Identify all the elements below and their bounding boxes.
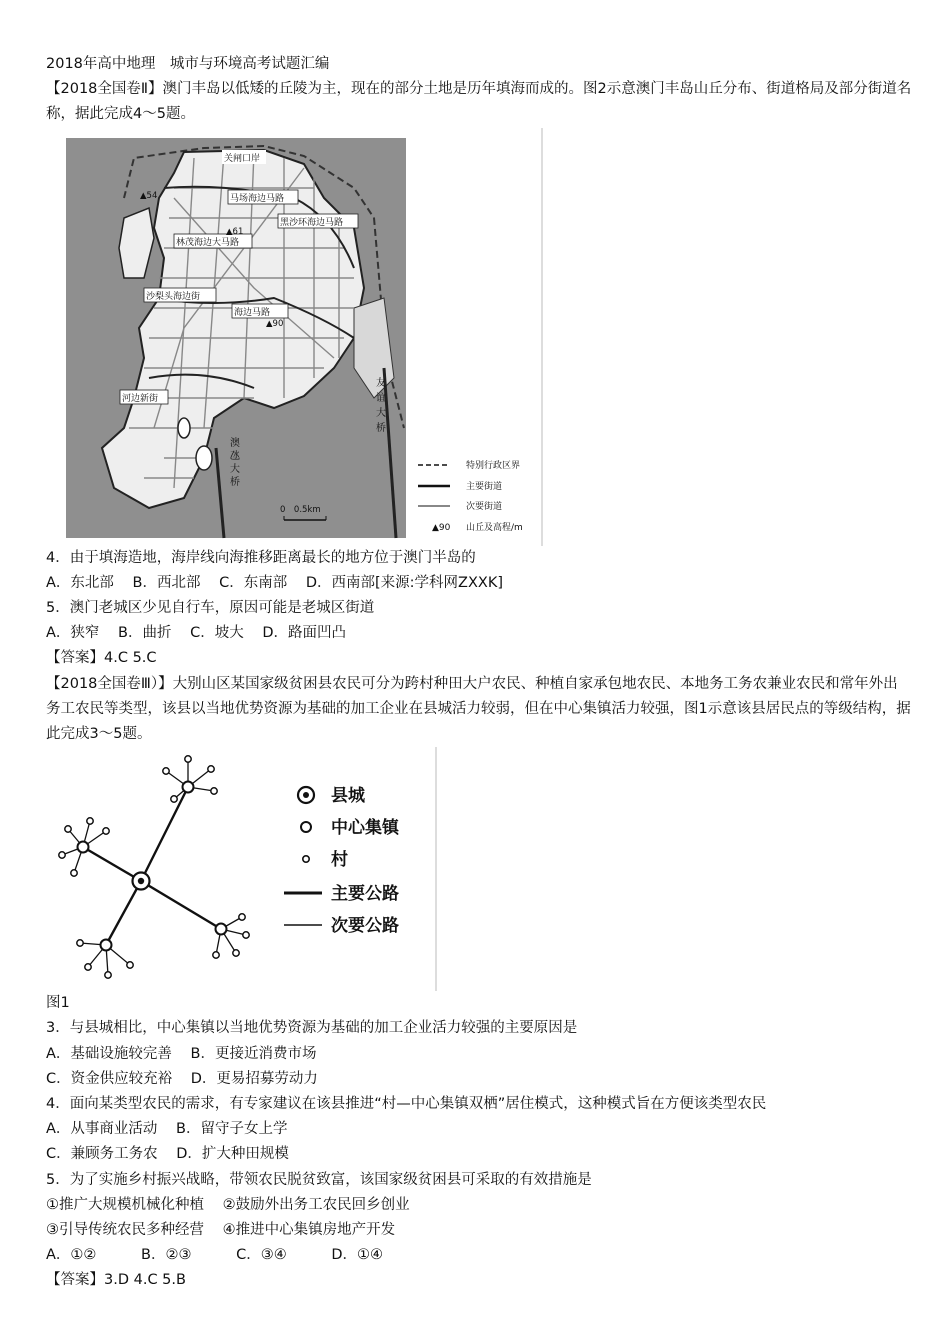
s2-q5-item-2: ②鼓励外出务工农民回乡创业	[222, 1196, 410, 1213]
macau-map-figure	[54, 128, 544, 546]
s2-q5-opt-d[interactable]: D．①④	[331, 1247, 383, 1264]
s1-q4: 4．由于填海造地，海岸线向海推移距离最长的地方位于澳门半岛的	[46, 549, 476, 566]
label-sl-road: 沙梨头海边街	[146, 291, 201, 302]
legend-minor-street: 次要街道	[466, 501, 503, 512]
s1-q4-opt-b[interactable]: B．西北部	[132, 574, 201, 591]
figure-caption: 图1	[46, 995, 70, 1012]
s1-q4-opt-c[interactable]: C．东南部	[219, 574, 288, 591]
s2-q3-opt-a[interactable]: A．基础设施较完善	[46, 1045, 172, 1062]
label-hs-road: 黑沙环海边马路	[280, 217, 344, 228]
label-lm-road: 林茂海边大马路	[176, 237, 240, 248]
legend-town: 中心集镇	[331, 818, 399, 839]
s2-q5-items-row1	[46, 1193, 912, 1218]
s2-answer: 【答案】3.D 4.C 5.B	[46, 1272, 186, 1289]
s1-q5-opt-b[interactable]: B．曲折	[118, 625, 172, 642]
s2-q5-opt-c[interactable]: C．③④	[236, 1247, 287, 1264]
s1-answer: 【答案】4.C 5.C	[46, 650, 157, 667]
section2-intro: 【2018全国卷Ⅲ）】大别山区某国家级贫困县农民可分为跨村种田大户农民、种植自家承包地农民、本地务工务农兼业农民和常年外出务工农民等类型，该县以当地优势资源为基础的加工企业在县城活力较弱，但在中心集镇活力较强，图1示意该县居民点的等级结构，据此完成3～5题。	[46, 675, 911, 743]
s2-q3-opt-c[interactable]: C．资金供应较充裕	[46, 1070, 173, 1087]
label-gate: 关闸口岸	[224, 153, 261, 164]
label-friendship-bridge: 友谊大桥	[376, 377, 386, 434]
settlement-diagram	[46, 747, 438, 991]
legend-sub-road: 次要公路	[331, 916, 399, 937]
s2-q4-opt-b[interactable]: B．留守子女上学	[176, 1121, 288, 1138]
s1-q5-opt-a[interactable]: A．狭窄	[46, 625, 100, 642]
hill-61: ▲61	[226, 226, 244, 237]
county-seat	[133, 873, 150, 890]
s2-q3-opt-d[interactable]: D．更易招募劳动力	[190, 1070, 318, 1087]
legend-village: 村	[331, 850, 348, 871]
s2-q4: 4．面向某类型农民的需求，有专家建议在该县推进“村—中心集镇双栖”居住模式，这种模式旨在方便该类型农民	[46, 1096, 767, 1113]
s2-q3: 3．与县城相比，中心集镇以当地优势资源为基础的加工企业活力较强的主要原因是	[46, 1020, 578, 1037]
s1-q5-options	[46, 621, 912, 646]
section1-intro: 【2018全国卷Ⅱ】澳门丰岛以低矮的丘陵为主，现在的部分土地是历年填海而成的。图2示意澳门丰岛山丘分布、街道格局及部分街道名称，据此完成4～5题。	[46, 81, 912, 123]
s2-q5-item-3: ③引导传统农民多种经营	[46, 1222, 204, 1239]
s2-q5-opt-a[interactable]: A．①②	[46, 1247, 97, 1264]
s1-q5-opt-c[interactable]: C．坡大	[190, 625, 244, 642]
macau-map	[54, 128, 544, 546]
legend-county: 县城	[331, 786, 365, 807]
legend-hill-symbol: ▲90	[432, 522, 451, 533]
document-title: 2018年高中地理 城市与环境高考试题汇编	[46, 56, 330, 72]
hill-90: ▲90	[266, 318, 284, 329]
s1-q4-options	[46, 571, 912, 596]
s2-q5: 5．为了实施乡村振兴战略，带领农民脱贫致富，该国家级贫困县可采取的有效措施是	[46, 1171, 592, 1188]
settlement-hierarchy-figure	[46, 747, 438, 991]
s2-q4-opt-d[interactable]: D．扩大种田规模	[176, 1146, 289, 1163]
s2-q4-options-row1	[46, 1117, 912, 1142]
label-hb-road: 海边马路	[234, 307, 271, 318]
s2-q4-options-row2	[46, 1142, 912, 1167]
s2-q4-opt-a[interactable]: A．从事商业活动	[46, 1121, 158, 1138]
s2-q5-item-4: ④推进中心集镇房地产开发	[222, 1222, 396, 1239]
s2-q3-options-row2	[46, 1067, 912, 1092]
s2-q5-opt-b[interactable]: B．②③	[141, 1247, 192, 1264]
s2-q5-options	[46, 1243, 912, 1268]
s2-q5-item-1: ①推广大规模机械化种植	[46, 1196, 204, 1213]
s2-q4-opt-c[interactable]: C．兼顾务工务农	[46, 1146, 158, 1163]
s1-q5-opt-d[interactable]: D．路面凹凸	[262, 625, 346, 642]
legend-sar-boundary: 特别行政区界	[466, 460, 521, 471]
s1-q4-opt-a[interactable]: A．东北部	[46, 574, 114, 591]
legend-main-road: 主要公路	[331, 884, 399, 905]
s1-q5: 5．澳门老城区少见自行车，原因可能是老城区街道	[46, 600, 375, 617]
s1-q4-opt-d[interactable]: D．西南部[来源:学科网ZXXK]	[305, 574, 504, 591]
label-mc-road: 马场海边马路	[230, 193, 285, 204]
s2-q5-items-row2	[46, 1218, 912, 1243]
scale-label: 0 0.5km	[280, 504, 321, 515]
hill-54: ▲54	[140, 190, 158, 201]
s2-q3-opt-b[interactable]: B．更接近消费市场	[190, 1045, 317, 1062]
document-page	[46, 52, 912, 1294]
label-sb-road: 河边新街	[122, 393, 159, 404]
s2-q3-options-row1	[46, 1042, 912, 1067]
legend-hill: 山丘及高程/m	[466, 522, 523, 533]
legend-major-street: 主要街道	[466, 481, 503, 492]
label-macau-bridge: 澳氹大桥	[230, 437, 240, 488]
